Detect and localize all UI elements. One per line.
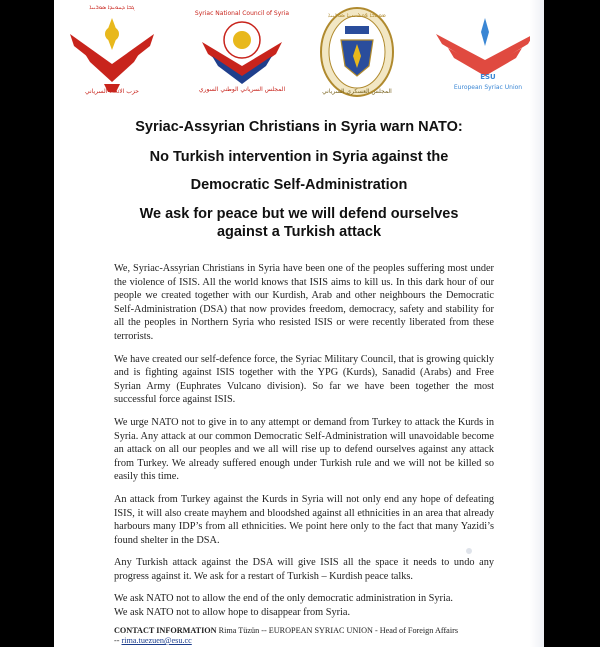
contact-text: Rima Tüzün -- EUROPEAN SYRIAC UNION - Head of Foreign Affairs (216, 626, 459, 635)
logo-row (54, 4, 544, 100)
paragraph: We have created our self-defence force, the Syriac Military Council, that is growing quickly and is fighting against ISIS together with the YPG (Kurds), Sanadid (Arabs) and Free Syrian Army (Euphrates Vulcano division). So far we have been together the most successful force against ISIS. (114, 353, 494, 406)
paragraph: Any Turkish attack against the DSA will give ISIS all the space it needs to undo any progress against it. We ask for a restart of Turkish – Kurdish peace talks. (114, 557, 494, 582)
logo-top-text: Syriac National Council of Syria (194, 10, 290, 17)
logo-bottom-text: European Syriac Union (453, 84, 523, 91)
headline-line-3: Democratic Self-Administration (190, 177, 408, 193)
scroll-indicator (466, 548, 472, 554)
logo-bottom-text: حزب الاتحاد السرياني (85, 88, 139, 95)
subheadline-line-1: We ask for peace but we will defend ourselves (139, 206, 459, 222)
syriac-military-council-logo (307, 4, 407, 100)
logo-bottom-text: المجلس السرياني الوطني السوري (198, 86, 286, 93)
headline-line-2: No Turkish intervention in Syria against the (149, 149, 449, 165)
closing-line-2: We ask NATO not to allow hope to disappear from Syria. (114, 607, 351, 619)
body-text (114, 262, 494, 620)
email-prefix: -- (114, 636, 122, 645)
logo-top-text: ܡܘܬܒܐ ܦܘܠܚܢܝܐ ܣܘܪܝܝܐ (328, 12, 386, 19)
contact-label: CONTACT INFORMATION (114, 626, 217, 635)
press-release-page (54, 0, 544, 647)
european-syriac-union-logo (430, 4, 530, 100)
subheadline-line-2: against a Turkish attack (216, 224, 382, 240)
paragraph: We urge NATO not to give in to any attempt or demand from Turkey to attack the Kurds in Syria. Any attack at our common Democratic Self-Administration will unavoidable become an attack on all our peoples and we all will rise up to defend ourselves against any attack from Turkey. We already suffered enough under Turkish rule and we will not be killed so easily this time. (114, 416, 494, 483)
syriac-union-party-logo (62, 4, 162, 100)
headline-line-1: Syriac-Assyrian Christians in Syria warn NATO: (135, 119, 463, 135)
logo-top-text: ܓܒܐ ܕܚܘܝܕܐ ܣܘܪܝܝܐ (89, 4, 135, 11)
page-edge-shadow (530, 0, 544, 647)
syriac-national-council-logo (192, 4, 292, 100)
contact-information (114, 626, 514, 646)
logo-bottom-text: المجلس العسكري السرياني (322, 88, 392, 95)
paragraph: An attack from Turkey against the Kurds in Syria will not only end any hope of defeating ISIS, it will also create mayhem and bloodshed against all ethnicities in an area that already harbours many IDP’s from all ethnicities. We point here only to the fact that many Yazidi’s found shelter in the DSA. (114, 493, 494, 546)
paragraph: We, Syriac-Assyrian Christians in Syria have been one of the peoples suffering most under the violence of ISIS. All the world knows that ISIS aims to kill us. In this dark hour of our people we created together with our Kurdish, Arab and other neighbours the Democratic Self-Administration (DSA) that now provides freedom, democracy, safety and stability for all the peoples in Northern Syria who resisted ISIS or were recently liberated from these terrorists. (114, 263, 494, 342)
logo-top-text: ESU (480, 73, 496, 81)
closing-line-1: We ask NATO not to allow the end of the only democratic administration in Syria. (114, 593, 453, 605)
contact-email-link[interactable]: rima.tuezuen@esu.cc (121, 636, 192, 645)
